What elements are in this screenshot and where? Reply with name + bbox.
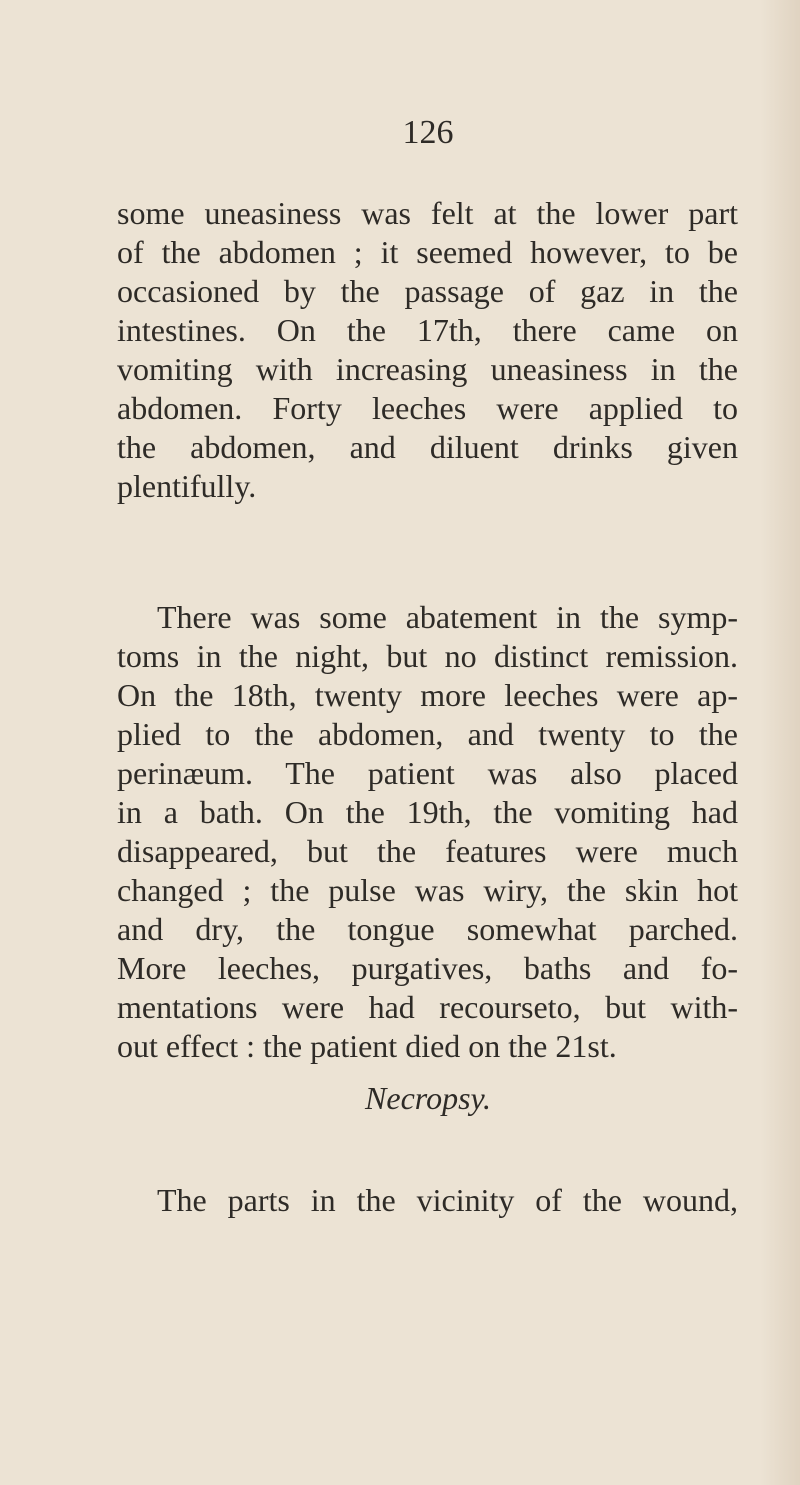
text-line: vomiting with increasing uneasiness in the xyxy=(117,351,738,387)
text-line: occasioned by the passage of gaz in the xyxy=(117,273,738,309)
text-line: disappeared, but the features were much xyxy=(117,833,738,869)
text-line: intestines. On the 17th, there came on xyxy=(117,312,738,348)
text-line: and dry, the tongue somewhat parched. xyxy=(117,911,738,947)
text-line: More leeches, purgatives, baths and fo- xyxy=(117,950,738,986)
page-edge-shadow xyxy=(760,0,800,1485)
text-line: abdomen. Forty leeches were applied to xyxy=(117,390,738,426)
text-line: of the abdomen ; it seemed however, to be xyxy=(117,234,738,270)
text-line: some uneasiness was felt at the lower part xyxy=(117,195,738,231)
text-line: There was some abatement in the symp- xyxy=(157,599,738,635)
text-line: the abdomen, and diluent drinks given xyxy=(117,429,738,465)
text-line: perinæum. The patient was also placed xyxy=(117,755,738,791)
text-line: plied to the abdomen, and twenty to the xyxy=(117,716,738,752)
text-line: mentations were had recourseto, but with- xyxy=(117,989,738,1025)
text-line: changed ; the pulse was wiry, the skin hot xyxy=(117,872,738,908)
page-number: 126 xyxy=(402,114,454,151)
text-line: plentifully. xyxy=(117,468,257,504)
text-line: The parts in the vicinity of the wound, xyxy=(157,1182,738,1218)
section-heading: Necropsy. xyxy=(365,1080,491,1116)
text-line: toms in the night, but no distinct remission. xyxy=(117,638,738,674)
text-line: On the 18th, twenty more leeches were ap- xyxy=(117,677,738,713)
text-line: in a bath. On the 19th, the vomiting had xyxy=(117,794,738,830)
text-line: out effect : the patient died on the 21st. xyxy=(117,1028,617,1064)
